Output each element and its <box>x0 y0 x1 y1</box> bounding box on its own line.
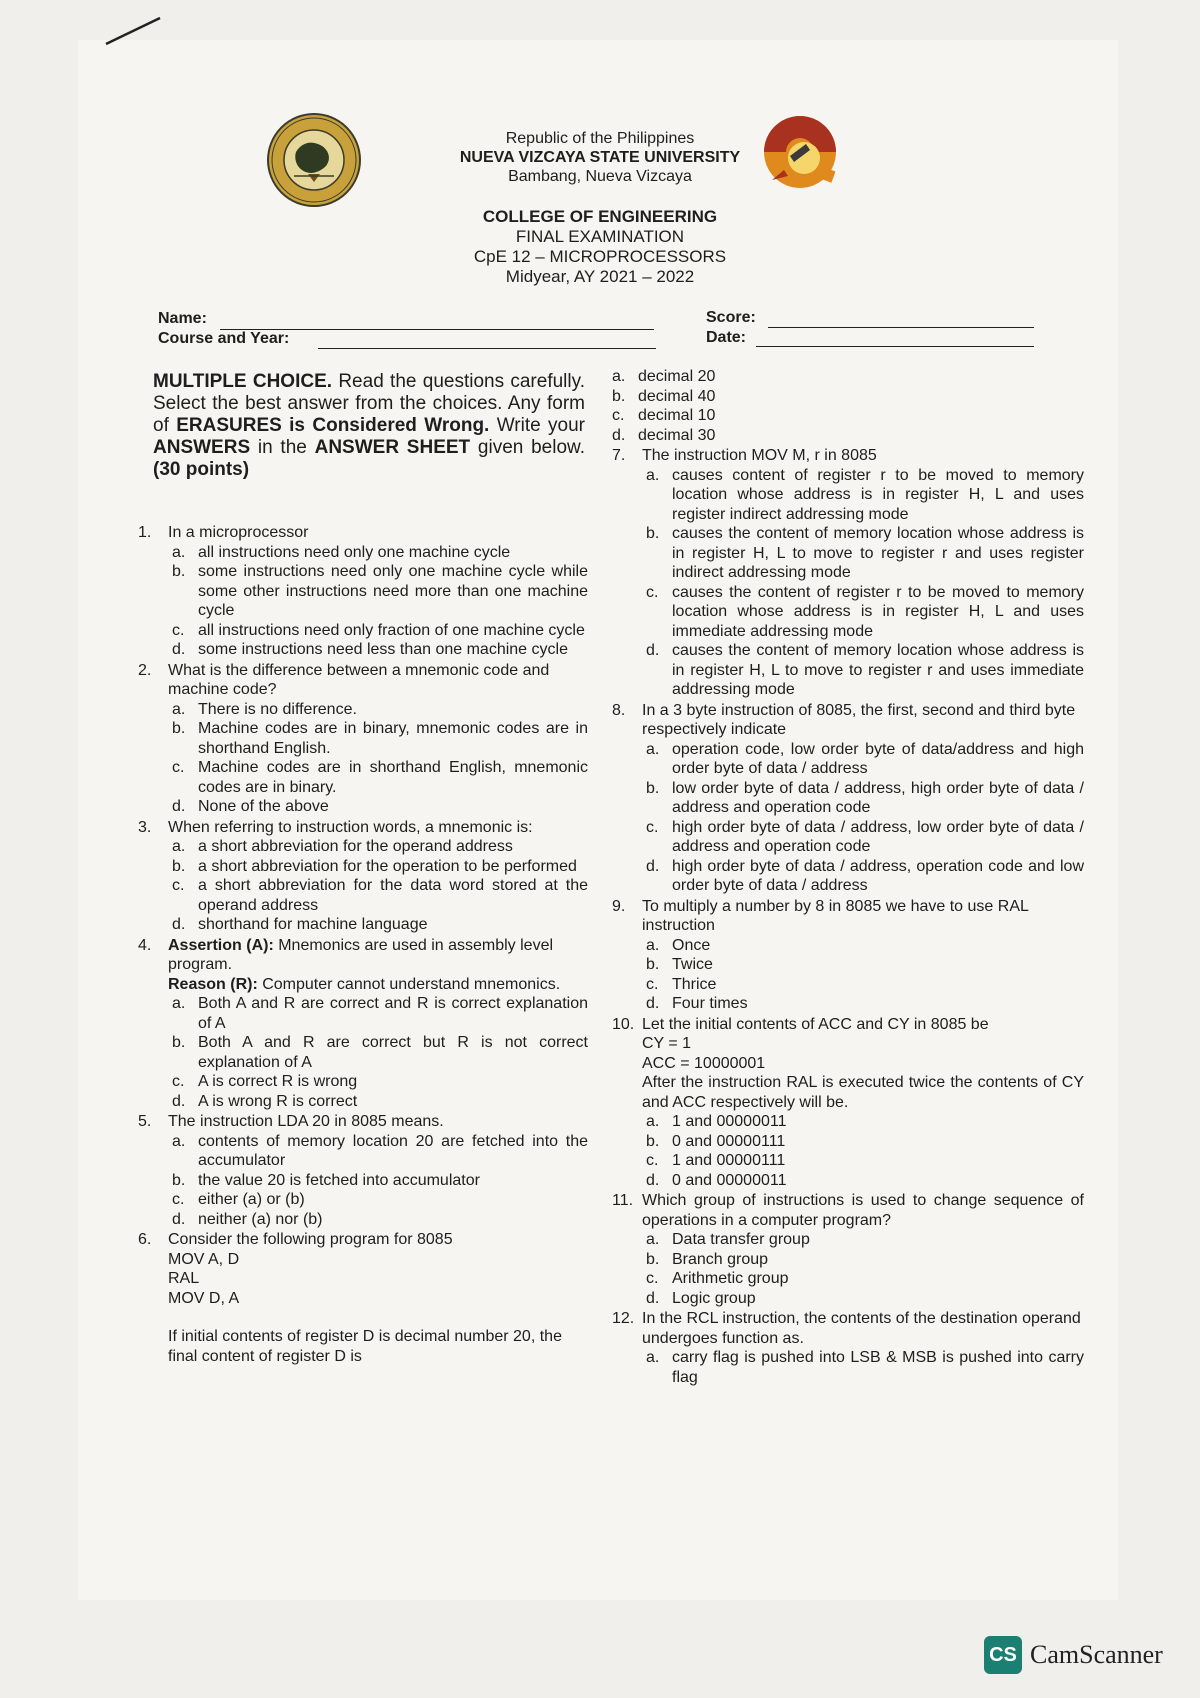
option-text: some instructions need less than one machine cycle <box>198 641 568 658</box>
question-11 <box>612 1191 1084 1308</box>
option-7c <box>646 583 1084 642</box>
option-text: Arithmetic group <box>672 1270 789 1287</box>
assertion-label: Assertion (A): <box>168 936 274 954</box>
option-5a <box>172 1132 588 1171</box>
question-number: 11. <box>612 1192 634 1209</box>
instructions-answer-sheet: ANSWER SHEET <box>314 437 471 458</box>
option-text: Thrice <box>672 975 717 993</box>
option-3c <box>172 876 588 915</box>
code-line: RAL <box>168 1270 200 1287</box>
option-letter: c. <box>646 1152 659 1169</box>
option-4d <box>172 1092 588 1112</box>
option-text: 0 and 00000111 <box>672 1132 786 1150</box>
pen-stroke-mark <box>104 14 164 48</box>
question-12 <box>612 1309 1084 1387</box>
option-2c <box>172 758 588 797</box>
option-letter: d. <box>612 426 626 444</box>
option-text: high order byte of data / address, low order byte of data / address and operation code <box>672 818 1084 855</box>
option-text: the value 20 is fetched into accumulator <box>198 1171 480 1189</box>
question-stem: In a microprocessor <box>168 524 309 541</box>
initial-value-line: CY = 1 <box>642 1035 692 1052</box>
option-letter: a. <box>646 466 660 484</box>
question-9 <box>612 897 1084 1014</box>
instructions-text-3: in the <box>250 437 315 458</box>
option-text: operation code, low order byte of data/address and high order byte of data / address <box>672 740 1084 777</box>
option-9d <box>646 994 1084 1014</box>
option-1d <box>172 640 588 660</box>
option-8c <box>646 818 1084 857</box>
option-letter: d. <box>646 1171 660 1189</box>
question-4 <box>138 936 588 1112</box>
option-4b <box>172 1033 588 1072</box>
reason-statement <box>168 975 588 995</box>
option-text: Machine codes are in binary, mnemonic codes are in shorthand English. <box>198 720 588 757</box>
option-letter: b. <box>172 857 186 875</box>
option-text: high order byte of data / address, operation code and low order byte of data / address <box>672 857 1084 894</box>
question-stem: Consider the following program for 8085 <box>168 1231 453 1248</box>
option-11a <box>646 1230 1084 1250</box>
reason-text: Computer cannot understand mnemonics. <box>257 975 561 993</box>
question-8 <box>612 701 1084 896</box>
question-number: 6. <box>138 1231 152 1248</box>
option-1a <box>172 543 588 563</box>
question-stem: In the RCL instruction, the contents of the destination operand undergoes function as. <box>642 1310 1081 1347</box>
instructions-text-1: Read the questions carefully. Select the best answer from the choices. Any form of <box>153 371 585 436</box>
question-number: 2. <box>138 661 152 679</box>
university-location: Bambang, Nueva Vizcaya <box>508 168 692 185</box>
question-2 <box>138 661 588 817</box>
option-letter: d. <box>172 641 186 658</box>
question-stem-continued: If initial contents of register D is decimal number 20, the final content of register D is <box>168 1328 562 1365</box>
option-text: decimal 30 <box>638 426 716 444</box>
option-text: neither (a) nor (b) <box>198 1210 323 1228</box>
option-text: a short abbreviation for the operand address <box>198 838 513 855</box>
option-letter: d. <box>646 1289 660 1307</box>
option-5d <box>172 1210 588 1230</box>
option-text: 1 and 00000111 <box>672 1152 786 1169</box>
option-8a <box>646 740 1084 779</box>
question-1 <box>138 523 588 660</box>
option-4a <box>172 994 588 1033</box>
option-letter: c. <box>172 621 185 639</box>
question-stem: The instruction LDA 20 in 8085 means. <box>168 1113 444 1130</box>
instructions-answers: ANSWERS <box>153 437 251 458</box>
option-2a <box>172 700 588 720</box>
option-letter: d. <box>172 916 186 933</box>
reason-label: Reason (R): <box>168 975 258 993</box>
option-11b <box>646 1250 1084 1270</box>
option-letter: d. <box>172 1210 186 1228</box>
option-text: Logic group <box>672 1289 756 1307</box>
initial-value-line: ACC = 10000001 <box>642 1054 766 1072</box>
option-text: low order byte of data / address, high order byte of data / address and operation code <box>672 779 1084 816</box>
assertion-statement <box>168 936 588 975</box>
code-line: MOV A, D <box>168 1250 240 1268</box>
option-letter: b. <box>646 956 660 973</box>
score-field[interactable] <box>768 327 1034 328</box>
option-text: Machine codes are in shorthand English, mnemonic codes are in binary. <box>198 759 588 796</box>
course-year-field[interactable] <box>318 348 656 349</box>
option-10c <box>646 1151 1084 1171</box>
option-6d <box>612 426 1084 446</box>
camscanner-logo-icon: CS <box>984 1636 1022 1674</box>
university-name: NUEVA VIZCAYA STATE UNIVERSITY <box>459 149 741 166</box>
option-text: causes content of register r to be moved to memory location whose address is in register H, L and uses register indirect addressing mode <box>672 466 1084 523</box>
option-letter: a. <box>172 543 186 561</box>
date-label: Date: <box>706 329 747 346</box>
option-text: contents of memory location 20 are fetched into the accumulator <box>198 1132 588 1169</box>
question-number: 9. <box>612 897 626 915</box>
option-6c <box>612 406 1084 426</box>
option-letter: b. <box>646 525 660 542</box>
option-text: Data transfer group <box>672 1231 810 1248</box>
instructions-text-2: Write your <box>489 415 585 436</box>
option-letter: b. <box>172 720 186 737</box>
option-11d <box>646 1289 1084 1309</box>
option-text: causes the content of register r to be moved to memory location whose address is in register H, L and uses immediate addressing mode <box>672 583 1084 640</box>
option-7a <box>646 466 1084 525</box>
option-9b <box>646 955 1084 975</box>
option-letter: c. <box>172 877 185 894</box>
question-stem: Let the initial contents of ACC and CY in 8085 be <box>642 1015 989 1033</box>
option-10d <box>646 1171 1084 1191</box>
questions-left-column <box>138 523 588 1367</box>
option-letter: b. <box>646 779 660 797</box>
option-letter: b. <box>646 1250 660 1268</box>
option-text: all instructions need only fraction of one machine cycle <box>198 621 585 639</box>
option-text: causes the content of memory location whose address is in register H, L to move to register r and uses immediate addressing mode <box>672 642 1084 698</box>
instructions-heading: MULTIPLE CHOICE. <box>153 371 333 392</box>
option-letter: d. <box>172 798 186 815</box>
name-label: Name: <box>158 310 207 327</box>
question-number: 4. <box>138 936 152 954</box>
question-stem: What is the difference between a mnemonic code and machine code? <box>168 661 550 698</box>
option-5b <box>172 1171 588 1191</box>
question-stem: To multiply a number by 8 in 8085 we have to use RAL instruction <box>642 897 1029 934</box>
option-letter: c. <box>612 407 625 424</box>
college-name: COLLEGE OF ENGINEERING <box>482 207 718 226</box>
option-text: Twice <box>672 956 713 973</box>
option-3d <box>172 915 588 935</box>
instructions-points: (30 points) <box>153 459 250 480</box>
option-text: some instructions need only one machine cycle while some other instructions need more than one machine cycle <box>198 563 588 619</box>
option-12a <box>646 1348 1084 1387</box>
option-text: 0 and 00000011 <box>672 1171 787 1189</box>
option-letter: c. <box>646 583 659 601</box>
question-number: 5. <box>138 1113 152 1130</box>
question-stem: When referring to instruction words, a mnemonic is: <box>168 818 533 836</box>
question-stem-continued: After the instruction RAL is executed twice the contents of CY and ACC respectively will be. <box>642 1074 1084 1111</box>
option-letter: b. <box>172 1171 186 1189</box>
option-letter: a. <box>646 936 660 954</box>
option-letter: c. <box>646 975 659 993</box>
option-letter: b. <box>612 387 626 405</box>
option-text: None of the above <box>198 798 329 815</box>
question-7 <box>612 446 1084 700</box>
option-3a <box>172 837 588 857</box>
instructions-erasures: ERASURES is Considered Wrong. <box>176 415 490 436</box>
option-letter: a. <box>646 740 660 758</box>
option-letter: d. <box>172 1092 186 1110</box>
institution-header <box>400 129 800 186</box>
option-letter: d. <box>646 642 660 659</box>
option-6a <box>612 367 1084 387</box>
question-3 <box>138 818 588 935</box>
question-6 <box>138 1230 588 1366</box>
multiple-choice-instructions <box>153 371 585 481</box>
option-letter: c. <box>172 759 185 776</box>
question-number: 10. <box>612 1015 635 1033</box>
option-1b <box>172 562 588 621</box>
instructions-text-4: given below. <box>470 437 585 458</box>
option-11c <box>646 1269 1084 1289</box>
option-text: Both A and R are correct and R is correct explanation of A <box>198 995 588 1032</box>
option-text: decimal 10 <box>638 407 716 424</box>
option-text: There is no difference. <box>198 700 357 718</box>
option-text: a short abbreviation for the data word stored at the operand address <box>198 877 588 914</box>
option-text: carry flag is pushed into LSB & MSB is pushed into carry flag <box>672 1349 1084 1386</box>
option-letter: b. <box>646 1132 660 1150</box>
option-letter: a. <box>172 700 186 718</box>
question-number: 1. <box>138 524 152 541</box>
question-number: 12. <box>612 1310 635 1327</box>
option-7b <box>646 524 1084 583</box>
option-text: either (a) or (b) <box>198 1191 305 1208</box>
option-text: decimal 40 <box>638 387 716 405</box>
option-text: decimal 20 <box>638 368 716 385</box>
question-number: 8. <box>612 701 626 719</box>
camscanner-watermark <box>984 1636 1163 1674</box>
option-letter: a. <box>172 838 186 855</box>
exam-type: FINAL EXAMINATION <box>515 227 685 246</box>
republic-line: Republic of the Philippines <box>505 130 695 147</box>
option-text: causes the content of memory location whose address is in register H, L to move to register r and uses register indirect addressing mode <box>672 525 1084 581</box>
option-letter: c. <box>646 818 659 836</box>
option-letter: a. <box>172 995 186 1012</box>
question-stem: In a 3 byte instruction of 8085, the first, second and third byte respectively indicate <box>642 701 1076 738</box>
option-text: shorthand for machine language <box>198 916 428 933</box>
code-line: MOV D, A <box>168 1289 240 1307</box>
option-letter: c. <box>172 1191 185 1208</box>
question-6-options <box>612 367 1084 445</box>
score-label: Score: <box>706 309 756 326</box>
option-1c <box>172 621 588 641</box>
option-text: 1 and 00000011 <box>672 1113 787 1130</box>
university-seal-logo <box>266 112 362 208</box>
option-letter: c. <box>646 1270 659 1287</box>
option-letter: a. <box>172 1132 186 1150</box>
option-9c <box>646 975 1084 995</box>
date-field[interactable] <box>756 346 1034 347</box>
camscanner-text: CamScanner <box>1030 1640 1163 1669</box>
questions-right-column <box>612 367 1084 1388</box>
option-text: Both A and R are correct but R is not correct explanation of A <box>198 1034 588 1071</box>
option-4c <box>172 1072 588 1092</box>
option-5c <box>172 1190 588 1210</box>
option-9a <box>646 936 1084 956</box>
course-title: CpE 12 – MICROPROCESSORS <box>473 247 727 266</box>
question-stem: Which group of instructions is used to change sequence of operations in a computer program? <box>642 1192 1084 1229</box>
option-letter: a. <box>646 1231 660 1248</box>
question-stem: The instruction MOV M, r in 8085 <box>642 447 877 464</box>
option-letter: a. <box>646 1349 660 1366</box>
option-letter: a. <box>612 368 626 385</box>
option-letter: b. <box>172 563 186 580</box>
option-text: all instructions need only one machine cycle <box>198 543 511 561</box>
option-3b <box>172 857 588 877</box>
option-2d <box>172 797 588 817</box>
option-8b <box>646 779 1084 818</box>
option-10a <box>646 1112 1084 1132</box>
option-text: Branch group <box>672 1250 769 1268</box>
question-number: 7. <box>612 447 626 464</box>
option-text: Once <box>672 936 711 954</box>
option-letter: d. <box>646 857 660 875</box>
option-letter: b. <box>172 1034 186 1051</box>
question-10 <box>612 1015 1084 1191</box>
option-text: A is wrong R is correct <box>198 1092 358 1110</box>
question-5 <box>138 1112 588 1229</box>
option-text: A is correct R is wrong <box>198 1073 358 1090</box>
option-10b <box>646 1132 1084 1152</box>
assertion-text: Mnemonics are used in assembly level program. <box>168 936 554 973</box>
exam-title-block <box>400 207 800 287</box>
option-text: Four times <box>672 995 748 1012</box>
academic-term: Midyear, AY 2021 – 2022 <box>505 267 695 286</box>
option-letter: a. <box>646 1113 660 1130</box>
option-text: a short abbreviation for the operation to be performed <box>198 857 577 875</box>
option-7d <box>646 641 1084 700</box>
option-6b <box>612 387 1084 407</box>
option-2b <box>172 719 588 758</box>
question-number: 3. <box>138 818 152 836</box>
option-8d <box>646 857 1084 896</box>
course-year-label: Course and Year: <box>158 330 290 347</box>
option-letter: c. <box>172 1073 185 1090</box>
option-letter: d. <box>646 995 660 1012</box>
